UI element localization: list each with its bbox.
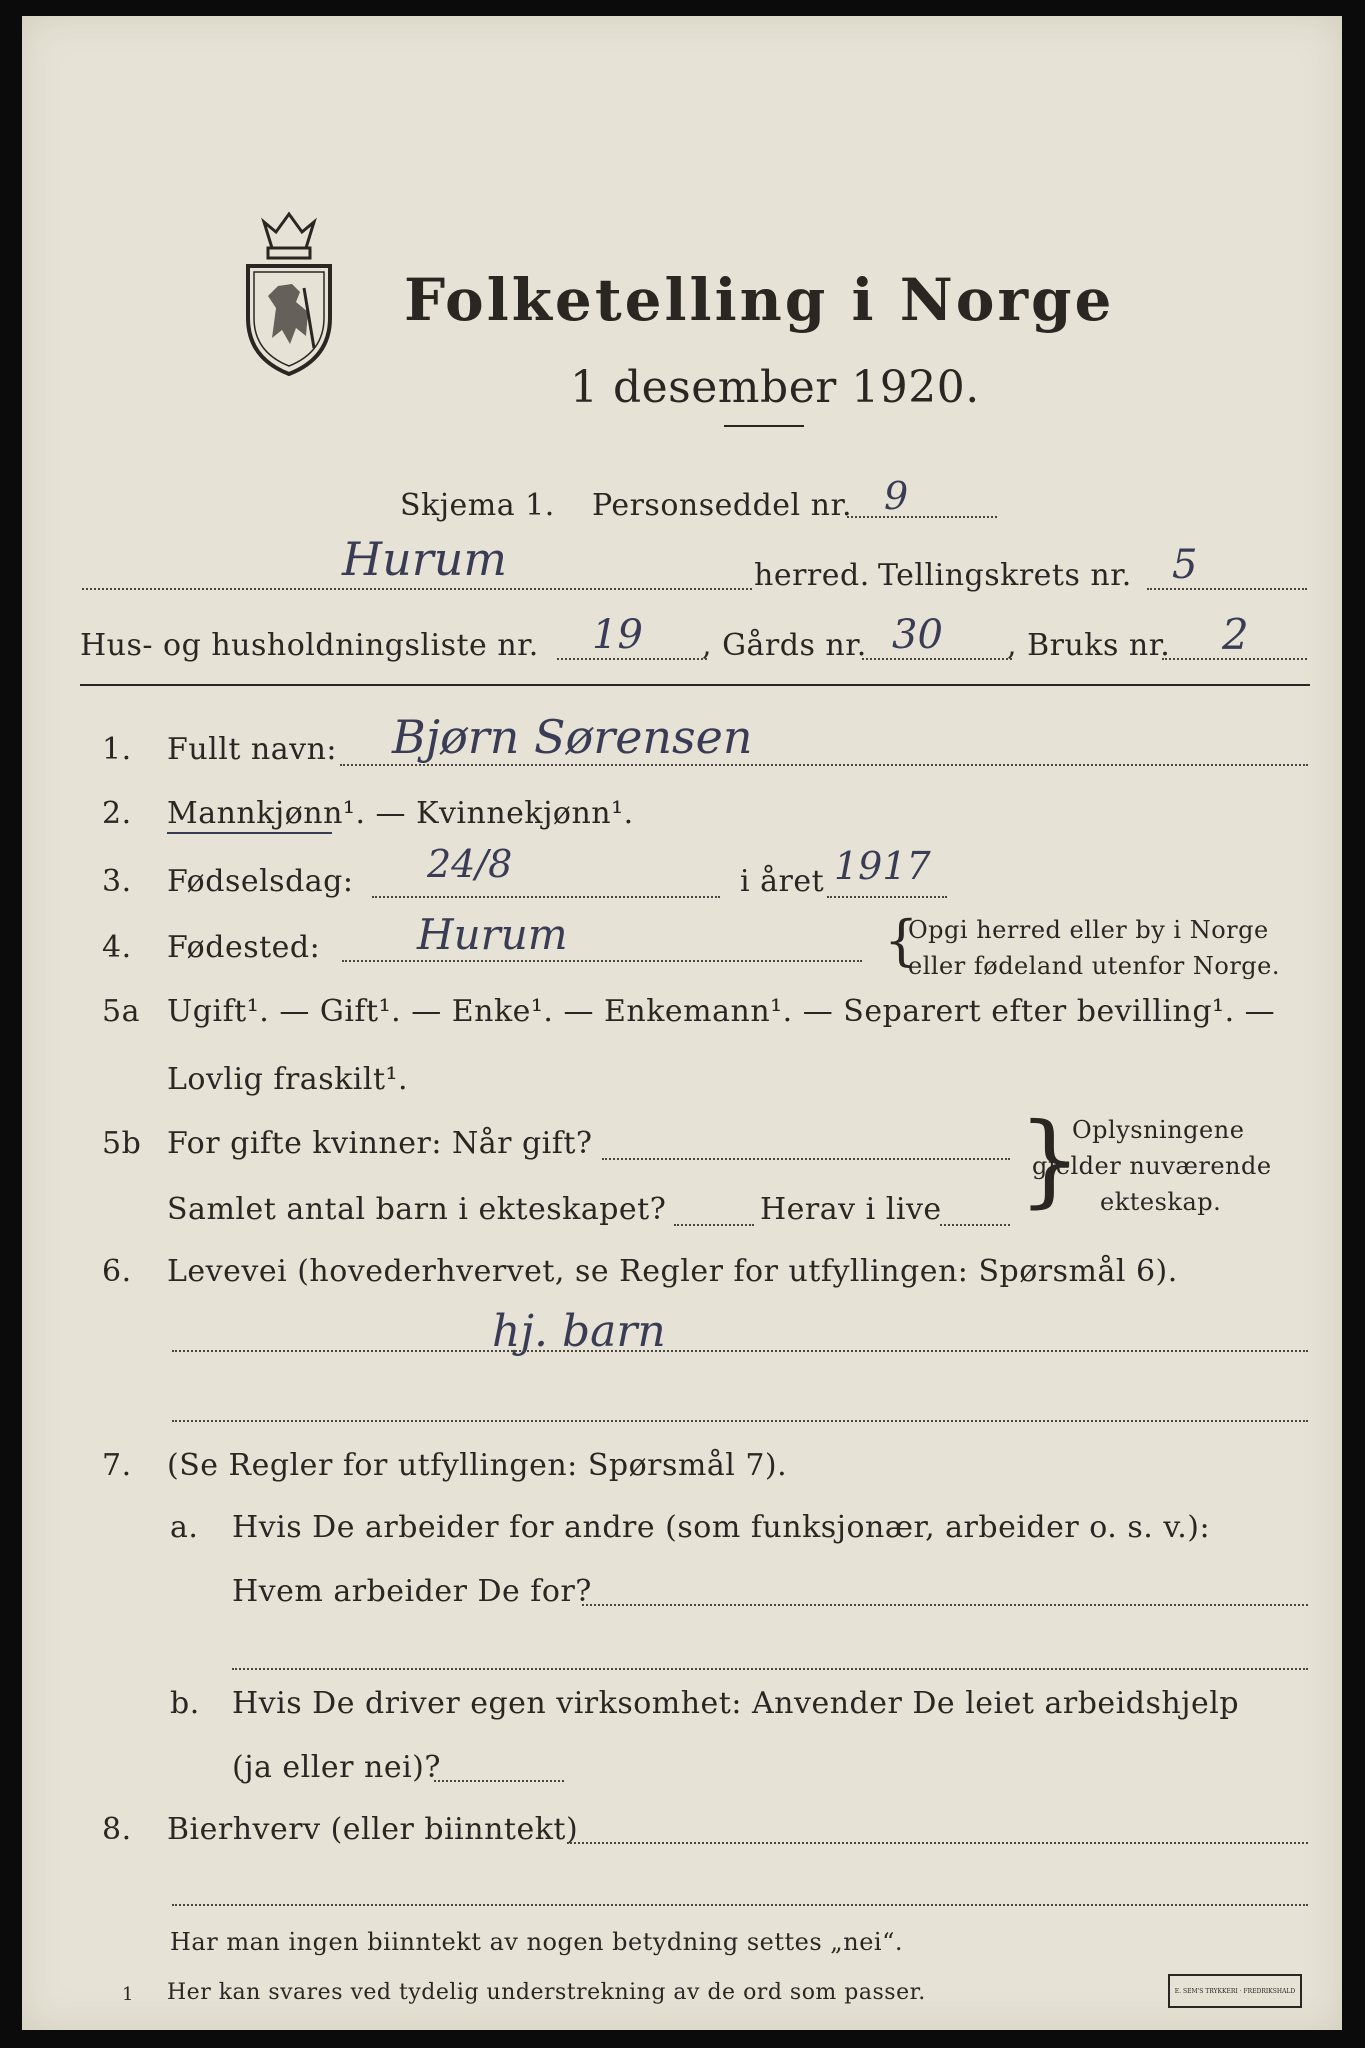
tellingskrets-value[interactable]: 5 [1172, 542, 1198, 588]
bruks-dotted-line [1162, 658, 1307, 660]
q6-label: Levevei (hovederhvervet, se Regler for utfyllingen: Spørsmål 6). [167, 1254, 1178, 1289]
mannkjonn-underline [167, 832, 332, 834]
tellingskrets-dotted-line [1147, 588, 1307, 590]
bruks-label: , Bruks nr. [1007, 628, 1171, 663]
census-form-sheet [22, 16, 1342, 2030]
q2-number: 2. [102, 796, 132, 831]
herred-value[interactable]: Hurum [342, 532, 507, 586]
q6-dotted-line-2 [172, 1420, 1308, 1422]
q7a-dotted-line-2 [232, 1668, 1308, 1670]
q4-number: 4. [102, 930, 132, 965]
hus-label: Hus- og husholdningsliste nr. [80, 628, 539, 663]
personseddel-dotted-line [847, 516, 997, 518]
q7b-letter: b. [170, 1686, 200, 1721]
q2-gender-options[interactable]: Mannkjønn¹. — Kvinnekjønn¹. [167, 796, 634, 831]
hus-dotted-line [557, 658, 707, 660]
q5a-marital-options[interactable]: Ugift¹. — Gift¹. — Enke¹. — Enkemann¹. — Separert efter bevilling¹. — [167, 994, 1276, 1029]
q1-dotted-line [340, 764, 1308, 766]
herred-label: herred. [754, 558, 870, 593]
q7a-line1: Hvis De arbeider for andre (som funksjonær, arbeider o. s. v.): [232, 1510, 1211, 1545]
q4-note-line2: eller fødeland utenfor Norge. [908, 952, 1281, 980]
gards-label: , Gårds nr. [702, 628, 867, 663]
q7b-yes-no-label: (ja eller nei)? [232, 1750, 441, 1785]
q4-note-line1: Opgi herred eller by i Norge [908, 916, 1269, 944]
q4-note-brace: { [884, 909, 919, 972]
q3-dotted-line [372, 896, 720, 898]
q3-number: 3. [102, 864, 132, 899]
q5b-when-married-dotted-line [602, 1158, 1010, 1160]
printer-stamp-text: E. SEM'S TRYKKERI · FREDRIKSHALD [1174, 1987, 1296, 1995]
footnote-number: 1 [122, 1984, 134, 2005]
tellingskrets-label: Tellingskrets nr. [878, 558, 1132, 593]
q7b-line1: Hvis De driver egen virksomhet: Anvender De leiet arbeidshjelp [232, 1686, 1240, 1721]
q5b-children-dotted-line [674, 1224, 754, 1226]
q5b-note-brace: } [1018, 1101, 1082, 1218]
q5a-marital-options-cont[interactable]: Lovlig fraskilt¹. [167, 1062, 409, 1097]
q6-number: 6. [102, 1254, 132, 1289]
gards-dotted-line [862, 658, 1012, 660]
q8-dotted-line [567, 1842, 1308, 1844]
q8-label: Bierhverv (eller biinntekt) [167, 1812, 579, 1847]
q1-label: Fullt navn: [167, 732, 338, 767]
skjema-label: Skjema 1. [400, 488, 555, 523]
biinntekt-note: Har man ingen biinntekt av nogen betydning settes „nei“. [170, 1928, 903, 1956]
bruks-value[interactable]: 2 [1222, 610, 1249, 659]
q5b-children-label: Samlet antal barn i ekteskapet? [167, 1192, 667, 1227]
q5b-number: 5b [102, 1126, 142, 1161]
census-date: 1 desember 1920. [570, 362, 980, 413]
q5a-number: 5a [102, 994, 140, 1029]
full-name-value[interactable]: Bjørn Sørensen [392, 710, 753, 764]
q1-number: 1. [102, 732, 132, 767]
birthdate-value[interactable]: 24/8 [427, 842, 513, 886]
personseddel-label: Personseddel nr. [592, 488, 853, 523]
birth-year-value[interactable]: 1917 [834, 844, 931, 888]
birthplace-value[interactable]: Hurum [417, 910, 568, 959]
q7a-employer-label: Hvem arbeider De for? [232, 1574, 592, 1609]
q7b-yes-no-dotted-line [434, 1780, 564, 1782]
q6-dotted-line-1 [172, 1350, 1308, 1352]
q3-year-dotted-line [827, 896, 947, 898]
header-divider [80, 684, 1310, 686]
q5b-alive-label: Herav i live [760, 1192, 942, 1227]
q3-year-label: i året [740, 864, 825, 899]
q5b-when-married-label: For gifte kvinner: Når gift? [167, 1126, 593, 1161]
q3-label: Fødselsdag: [167, 864, 354, 899]
gards-value[interactable]: 30 [892, 612, 943, 658]
herred-dotted-line [82, 588, 752, 590]
footnote-text: Her kan svares ved tydelig understrekning av de ord som passer. [167, 1980, 926, 2005]
q7a-employer-dotted-line [582, 1604, 1308, 1606]
form-title: Folketelling i Norge [404, 266, 1115, 334]
occupation-value[interactable]: hj. barn [492, 1306, 666, 1357]
title-divider [724, 425, 804, 427]
q7-label: (Se Regler for utfyllingen: Spørsmål 7). [167, 1448, 788, 1483]
q4-label: Fødested: [167, 930, 321, 965]
q4-dotted-line [342, 960, 862, 962]
q7a-letter: a. [170, 1510, 199, 1545]
q8-dotted-line-2 [172, 1904, 1308, 1906]
printer-stamp [1168, 1974, 1302, 2008]
q5b-note-line1: Oplysningene [1072, 1116, 1245, 1144]
q8-number: 8. [102, 1812, 132, 1847]
q5b-alive-dotted-line [940, 1224, 1010, 1226]
hus-value[interactable]: 19 [592, 612, 643, 658]
q5b-note-line2: gjelder nuværende [1032, 1152, 1272, 1180]
personseddel-value[interactable]: 9 [884, 474, 909, 518]
q5b-note-line3: ekteskap. [1100, 1188, 1222, 1216]
q7-number: 7. [102, 1448, 132, 1483]
norwegian-coat-of-arms-icon [234, 208, 344, 378]
